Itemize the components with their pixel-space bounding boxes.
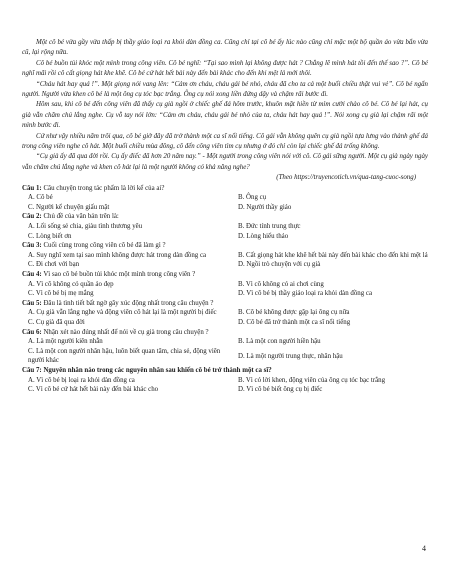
story-paragraph-5: Cứ như vậy nhiều năm trôi qua, cô bé giờ đây đã trở thành một ca sĩ nổi tiếng. Cô gái vẫn không quên cụ già ngồi tựa lưng vào thành ghế đá trong công viên nghe cô hát. Một buổi chiều mùa đông, cô đến công viên tìm cụ nhưng ở đó chỉ còn lại chiếc ghế đá trống không. bbox=[22, 132, 428, 151]
option-b: B. Là một con người hiền hậu bbox=[238, 338, 321, 346]
option-d: D. Vì cô bé biết ông cụ bị điếc bbox=[238, 386, 323, 394]
question-7 bbox=[22, 366, 428, 376]
option-b: B. Cất giọng hát khe khẽ hết bài này đến bài khác cho đến khi mệt lả bbox=[238, 251, 428, 259]
question-2 bbox=[22, 212, 428, 222]
page-number: 4 bbox=[422, 544, 426, 553]
option-c: C. Vì cô bé bị mẹ mắng bbox=[28, 290, 94, 298]
question-4 bbox=[22, 270, 428, 280]
option-b: B. Đức tính trung thực bbox=[238, 223, 301, 231]
option-c: C. Cụ già đã qua đời bbox=[28, 319, 85, 326]
question-number: Câu 7: bbox=[22, 366, 42, 374]
question-5 bbox=[22, 299, 428, 309]
option-a: A. Là một người kiên nhẫn bbox=[28, 338, 103, 346]
question-2-options bbox=[22, 222, 428, 241]
option-d: D. Lòng hiếu thảo bbox=[238, 232, 289, 240]
question-1 bbox=[22, 184, 428, 194]
question-3 bbox=[22, 241, 428, 251]
question-text: Vì sao cô bé buồn tủi khóc một mình trong công viên ? bbox=[43, 271, 196, 279]
story-paragraph-6: “Cụ già ấy đã qua đời rồi. Cụ ấy điếc đã hơn 20 năm nay.” - Một người trong công viên nói với cô. Cô gái sững người. Một cụ già ngày ngày vẫn chăm chú lắng nghe và khen cô hát lại là một người không có khả năng nghe? bbox=[22, 153, 428, 171]
story-paragraph-1: Một cô bé vừa gầy vừa thấp bị thầy giáo loại ra khỏi dàn đồng ca. Cũng chỉ tại cô bé ấy lúc nào cũng chỉ mặc một bộ quần áo vừa bẩn vừa cũ, lại rộng nữa. bbox=[22, 39, 428, 57]
option-c: C. Là một con người nhân hậu, luôn biết quan tâm, chia sẻ, động viên người khác bbox=[28, 347, 221, 365]
question-text: Cuối cùng trong công viên cô bé đã làm gì ? bbox=[43, 242, 166, 250]
option-d: D. Ngồi trò chuyện với cụ già bbox=[238, 261, 321, 269]
question-text: Đâu là tình tiết bất ngờ gây xúc động nhất trong câu chuyện ? bbox=[43, 299, 214, 307]
question-text: Chủ đề của văn bản trên là: bbox=[43, 213, 119, 221]
option-d: D. Cô bé đã trở thành một ca sĩ nổi tiếng bbox=[238, 319, 351, 326]
question-3-options bbox=[22, 251, 428, 270]
question-number: Câu 4: bbox=[22, 271, 42, 279]
option-a: A. Cô bé bbox=[28, 194, 53, 202]
option-b: B. Vì có lời khen, động viên của ông cụ tóc bạc trắng bbox=[238, 376, 386, 384]
option-a: A. Lối sống sẻ chia, giàu tình thương yêu bbox=[28, 223, 143, 231]
question-text: Nguyên nhân nào trong các nguyên nhân sau khiến cô bé trở thành một ca sĩ? bbox=[43, 366, 272, 374]
option-d: D. Người thầy giáo bbox=[238, 203, 292, 211]
option-a: A. Suy nghĩ xem tại sao mình không được hát trong dàn đồng ca bbox=[28, 251, 207, 259]
option-c: C. Người kể chuyện giấu mặt bbox=[28, 203, 110, 211]
question-number: Câu 3: bbox=[22, 242, 42, 250]
option-b: B. Vì cô không có ai chơi cùng bbox=[238, 280, 324, 288]
question-7-options bbox=[22, 376, 428, 395]
question-4-options bbox=[22, 280, 428, 299]
question-text: Câu chuyện trong tác phẩm là lời kể của ai? bbox=[43, 184, 165, 192]
option-c: C. Đi chơi với bạn bbox=[28, 261, 80, 269]
option-a: A. Vì cô bé bị loại ra khỏi dàn đồng ca bbox=[28, 376, 135, 384]
option-a: A. Vì cô không có quần áo đẹp bbox=[28, 280, 114, 288]
option-d: D. Là một người trung thực, nhân hậu bbox=[238, 352, 343, 360]
question-text: Nhận xét nào đúng nhất để nói về cụ già trong câu chuyện ? bbox=[43, 328, 209, 336]
option-c: C. Lòng biết ơn bbox=[28, 232, 72, 240]
question-6 bbox=[22, 328, 428, 338]
option-c: C. Vì cô bé cứ hát hết bài này đến bài khác cho bbox=[28, 386, 159, 394]
option-d: D. Vì cô bé bị thầy giáo loại ra khỏi dàn đồng ca bbox=[238, 290, 373, 298]
option-b: B. Ông cụ bbox=[238, 194, 267, 202]
story-paragraph-2: Cô bé buồn tủi khóc một mình trong công viên. Cô bé nghĩ: “Tại sao mình lại không được hát ? Chẳng lẽ mình hát tồi đến thế sao ?”. Cô bé nghĩ mãi rồi cô cất giọng hát khe khẽ. Cô bé cứ hát hết bài này đến bài khác cho đến khi mệt lả mới thôi. bbox=[22, 59, 428, 78]
option-a: A. Cụ già vẫn lắng nghe và động viên cô hát lại là một người bị điếc bbox=[28, 309, 217, 317]
document-page bbox=[22, 38, 428, 395]
option-b: B. Cô bé không được gặp lại ông cụ nữa bbox=[238, 309, 350, 317]
story-paragraph-3: “Cháu hát hay quá !”. Một giọng nói vang lên: “Cảm ơn cháu, cháu gái bé nhỏ, cháu đã cho ta cả một buổi chiều thật vui vẻ”. Cô bé ngẩn người. Người vừa khen cô bé là một ông cụ tóc bạc trắng. Ông cụ nói xong liền đứng dậy và chậm rãi bước đi. bbox=[22, 80, 428, 99]
question-number: Câu 2: bbox=[22, 213, 42, 221]
question-6-options bbox=[22, 337, 428, 366]
question-number: Câu 6: bbox=[22, 328, 42, 336]
question-1-options bbox=[22, 193, 428, 212]
question-number: Câu 5: bbox=[22, 299, 42, 307]
question-number: Câu 1: bbox=[22, 184, 42, 192]
story-paragraph-4: Hôm sau, khi cô bé đến công viên đã thấy cụ già ngồi ở chiếc ghế đá hôm trước, khuôn mặt hiền từ mỉm cười chào cô bé. Cô bé lại hát, cụ già vẫn chăm chú lắng nghe. Cụ vỗ tay nói lớn: “Cảm ơn cháu, cháu gái bé nhỏ của ta, cháu hát hay quá !”. Nói xong cụ già lại chậm rãi một mình bước đi. bbox=[22, 101, 428, 130]
question-5-options bbox=[22, 308, 428, 327]
story-source: (Theo https://truyencotich.vn/qua-tang-cuoc-song) bbox=[276, 174, 416, 182]
